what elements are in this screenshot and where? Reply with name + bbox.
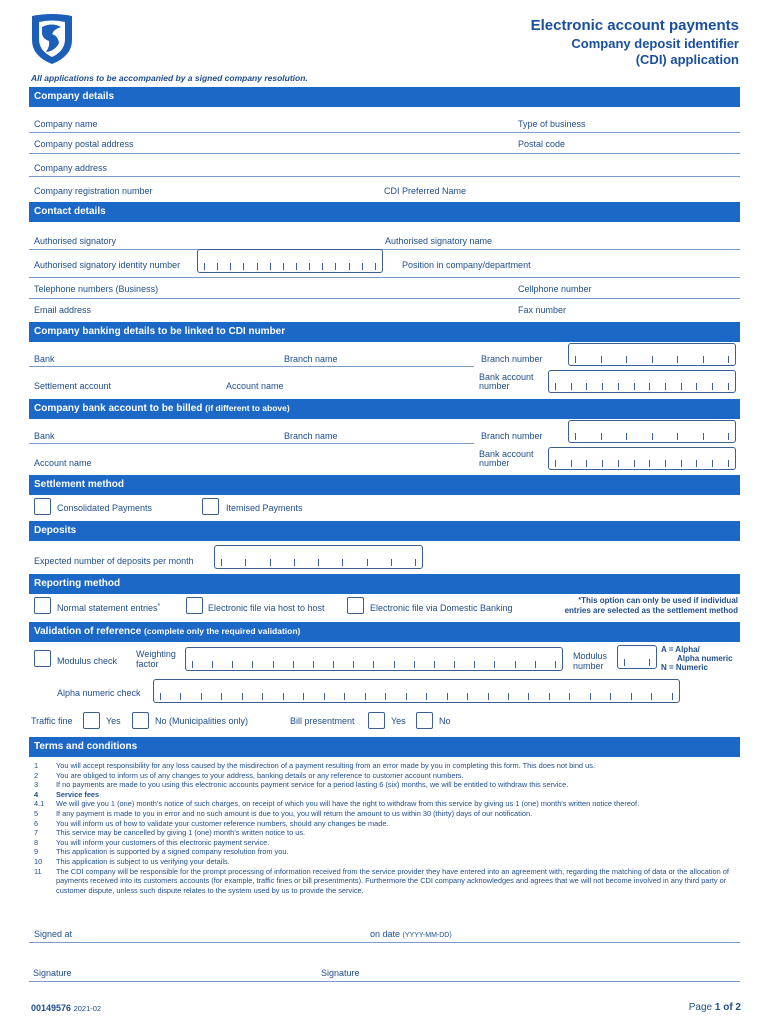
divider <box>29 443 474 444</box>
traffic-fine-yes-checkbox[interactable] <box>83 712 100 729</box>
branch-number-label: Branch number <box>481 354 543 364</box>
billed-account-number-label: Bank account number <box>479 449 534 468</box>
signatory-id-input[interactable] <box>197 249 383 273</box>
form-subtitle-2: (CDI) application <box>635 52 739 67</box>
divider <box>29 366 474 367</box>
divider <box>29 249 740 250</box>
modulus-check-label: Modulus check <box>57 656 118 666</box>
billed-branch-number-label: Branch number <box>481 431 543 441</box>
validation-heading: Validation of reference (complete only the required validation) <box>29 622 740 642</box>
weighting-factor-label: Weighting factor <box>136 649 176 669</box>
terms-item: 2 You are obliged to inform us of any changes to your address, banking details or any reference to customer account numbers. <box>34 770 464 780</box>
divider <box>29 153 740 154</box>
billed-branch-number-input[interactable] <box>568 420 736 443</box>
reporting-method-heading: Reporting method <box>29 574 740 594</box>
terms-item: 9 This application is supported by a signed company resolution from you. <box>34 847 289 857</box>
signatory-id-label: Authorised signatory identity number <box>34 260 181 270</box>
normal-statement-label: Normal statement entries* <box>57 603 161 613</box>
host-to-host-checkbox[interactable] <box>186 597 203 614</box>
billed-bank-label: Bank <box>34 431 55 441</box>
company-details-heading: Company details <box>29 87 740 107</box>
form-title: Electronic account payments <box>530 17 739 34</box>
postal-address-label: Company postal address <box>34 139 134 149</box>
email-label: Email address <box>34 305 92 315</box>
bill-presentment-no-label: No <box>439 716 451 726</box>
signed-at-label: Signed at <box>34 929 73 939</box>
alpha-numeric-check-label: Alpha numeric check <box>57 688 141 698</box>
terms-list <box>34 761 734 895</box>
modulus-check-checkbox[interactable] <box>34 650 51 667</box>
bill-presentment-label: Bill presentment <box>290 716 355 726</box>
terms-item: 8 You will inform your customers of this electronic payment service. <box>34 837 270 847</box>
signature-1-label: Signature <box>33 968 72 978</box>
settlement-account-label: Settlement account <box>34 381 112 391</box>
divider <box>29 298 740 299</box>
signatory-name-label: Authorised signatory name <box>385 236 493 246</box>
form-subtitle: Company deposit identifier <box>571 36 739 51</box>
bill-presentment-yes-label: Yes <box>391 716 406 726</box>
traffic-fine-no-checkbox[interactable] <box>132 712 149 729</box>
settlement-note: *This option can only be used if individual entries are selected as the settlement method <box>564 596 738 615</box>
banking-details-heading: Company banking details to be linked to CDI number <box>29 322 740 342</box>
divider <box>29 277 740 278</box>
terms-item: 3 If no payments are made to you using this electronic accounts payment service for a period lasting 6 (six) months, we will be entitled to withdraw this service. <box>34 780 569 790</box>
intro-note: All applications to be accompanied by a signed company resolution. <box>31 73 308 83</box>
consolidated-label: Consolidated Payments <box>57 503 153 513</box>
terms-item: 6 You will inform us of how to validate your customer reference numbers, should any changes be made. <box>34 818 389 828</box>
settlement-method-heading: Settlement method <box>29 475 740 495</box>
modulus-number-label: Modulus number <box>573 651 608 671</box>
bank-label: Bank <box>34 354 55 364</box>
billed-branch-name-label: Branch name <box>284 431 338 441</box>
consolidated-checkbox[interactable] <box>34 498 51 515</box>
account-number-input[interactable] <box>548 370 736 393</box>
contact-details-heading: Contact details <box>29 202 740 222</box>
expected-deposits-label: Expected number of deposits per month <box>34 556 194 566</box>
branch-number-input[interactable] <box>568 343 736 366</box>
terms-item: 4.1 We will give you 1 (one) month's notice of such charges, on receipt of which you will have the right to withdraw from this service by giving us 1 (one) month's written notice thereof. <box>34 799 640 809</box>
domestic-banking-label: Electronic file via Domestic Banking <box>370 603 513 613</box>
page-number: Page 1 of 2 <box>688 1002 741 1013</box>
terms-item: 5 If any payment is made to you in error and no such amount is due to you, you will return the amount to us within 30 (thirty) days of our notification. <box>34 808 533 818</box>
alpha-numeric-legend: A = Alpha/ Alpha numeric N = Numeric <box>661 645 733 672</box>
cellphone-label: Cellphone number <box>518 284 592 294</box>
company-address-label: Company address <box>34 163 108 173</box>
terms-item: 10 This application is subject to us verifying your details. <box>34 856 230 866</box>
traffic-fine-yes-label: Yes <box>106 716 121 726</box>
registration-number-label: Company registration number <box>34 186 153 196</box>
account-number-label: Bank account number <box>479 372 534 391</box>
terms-item: 7 This service may be cancelled by giving 1 (one) month's written notice to us. <box>34 828 306 838</box>
bill-presentment-yes-checkbox[interactable] <box>368 712 385 729</box>
form-code: 00149576 2021-02 <box>31 1003 102 1013</box>
position-label: Position in company/department <box>402 260 531 270</box>
itemised-checkbox[interactable] <box>202 498 219 515</box>
itemised-label: Itemised Payments <box>226 503 303 513</box>
type-of-business-label: Type of business <box>518 119 586 129</box>
divider <box>29 981 740 982</box>
host-to-host-label: Electronic file via host to host <box>208 603 325 613</box>
domestic-banking-checkbox[interactable] <box>347 597 364 614</box>
traffic-fine-no-label: No (Municipalities only) <box>155 716 249 726</box>
billed-account-heading: Company bank account to be billed (if different to above) <box>29 399 740 419</box>
billed-account-name-label: Account name <box>34 458 92 468</box>
terms-item: 4 Service fees <box>34 789 100 799</box>
terms-item: 1 You will accept responsibility for any loss caused by the misdirection of a payment resulting from an error made by you in completing this form. This does not bind us. <box>34 761 595 770</box>
weighting-factor-input[interactable] <box>185 647 563 671</box>
on-date-label: on date (YYYY-MM-DD) <box>370 929 452 939</box>
divider <box>29 176 740 177</box>
signature-2-label: Signature <box>321 968 360 978</box>
modulus-number-input[interactable] <box>617 645 657 669</box>
fax-label: Fax number <box>518 305 567 315</box>
account-name-label: Account name <box>226 381 284 391</box>
divider <box>29 942 740 943</box>
bill-presentment-no-checkbox[interactable] <box>416 712 433 729</box>
company-name-label: Company name <box>34 119 98 129</box>
normal-statement-checkbox[interactable] <box>34 597 51 614</box>
deposits-heading: Deposits <box>29 521 740 541</box>
expected-deposits-input[interactable] <box>214 545 423 569</box>
bank-shield-logo-icon <box>28 12 76 66</box>
postal-code-label: Postal code <box>518 139 566 149</box>
alpha-numeric-check-input[interactable] <box>153 679 680 703</box>
divider <box>29 132 740 133</box>
authorised-signatory-label: Authorised signatory <box>34 236 117 246</box>
traffic-fine-label: Traffic fine <box>31 716 73 726</box>
terms-heading: Terms and conditions <box>29 737 740 757</box>
terms-item: 11 The CDI company will be responsible for the prompt processing of information received from the service provider they have entered into an agreement with, regarding the matching of data or the allocation of payments received into its customers accounts (for example, traffic fines or bill presentments). Furthermore the CDI company acknowledges and agrees that we will not become involved in any third party or customer dispute, unless such dispute relates to the system used by us to provide the service. <box>34 866 729 895</box>
telephone-label: Telephone numbers (Business) <box>34 284 159 294</box>
cdi-preferred-name-label: CDI Preferred Name <box>384 186 467 196</box>
billed-account-number-input[interactable] <box>548 447 736 470</box>
branch-name-label: Branch name <box>284 354 338 364</box>
